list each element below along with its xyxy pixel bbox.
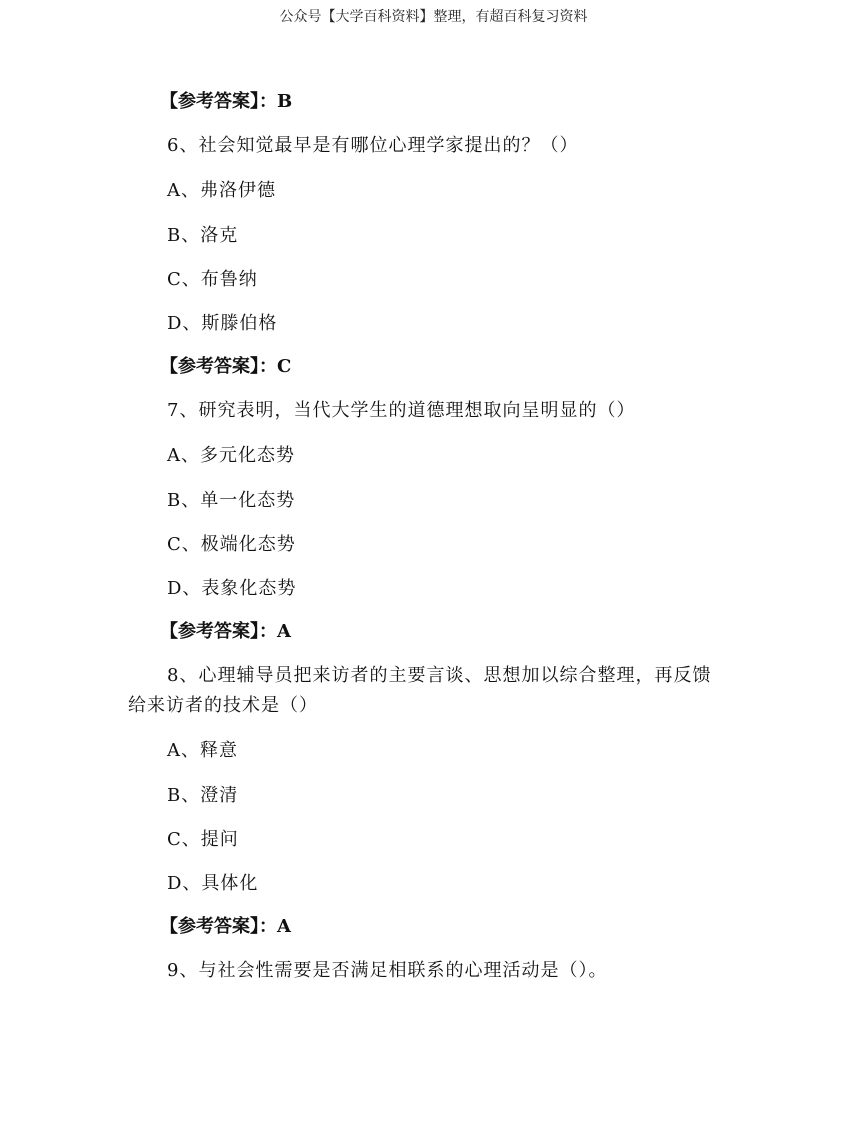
option-line: C、布鲁纳 bbox=[167, 269, 258, 290]
option-line: D、表象化态势 bbox=[167, 578, 297, 599]
option-line: A、多元化态势 bbox=[167, 445, 295, 466]
answer-line: 【参考答案】：C bbox=[160, 356, 292, 377]
question-8-continued: 给来访者的技术是（） bbox=[128, 695, 318, 716]
answer-line: 【参考答案】：A bbox=[160, 621, 291, 642]
option-line: D、具体化 bbox=[167, 873, 259, 894]
option-line: A、释意 bbox=[167, 740, 238, 761]
option-line: C、极端化态势 bbox=[167, 534, 296, 555]
page-header: 公众号【大学百科资料】整理，有超百科复习资料 bbox=[279, 9, 588, 25]
option-line: A、弗洛伊德 bbox=[167, 180, 276, 201]
option-line: C、提问 bbox=[167, 829, 239, 850]
answer-line: 【参考答案】：B bbox=[160, 91, 293, 112]
option-line: D、斯滕伯格 bbox=[167, 313, 278, 334]
question-9: 9、与社会性需要是否满足相联系的心理活动是（）。 bbox=[167, 960, 608, 981]
option-line: B、澄清 bbox=[167, 785, 239, 806]
option-line: B、洛克 bbox=[167, 225, 239, 246]
question-7: 7、研究表明，当代大学生的道德理想取向呈明显的（） bbox=[167, 400, 636, 421]
question-8: 8、心理辅导员把来访者的主要言谈、思想加以综合整理，再反馈 bbox=[167, 665, 712, 686]
option-line: B、单一化态势 bbox=[167, 490, 296, 511]
question-6: 6、社会知觉最早是有哪位心理学家提出的？（） bbox=[167, 135, 579, 156]
answer-line: 【参考答案】：A bbox=[160, 916, 291, 937]
